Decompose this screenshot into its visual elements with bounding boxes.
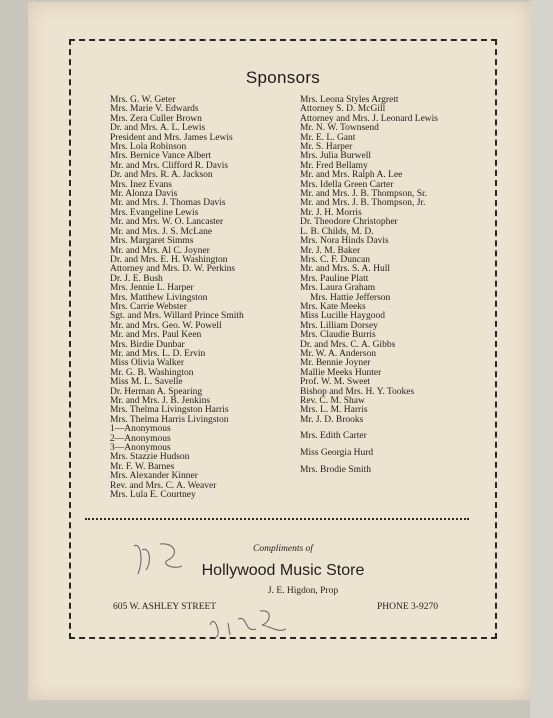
sponsor-name: Mrs. Birdie Dunbar	[110, 339, 185, 350]
sponsor-name: Mrs. L. M. Harris	[300, 405, 368, 416]
sponsor-name: Dr. and Mrs. R. A. Jackson	[110, 170, 213, 181]
sponsor-name: Mr. Bennie Joyner	[300, 358, 371, 369]
sponsor-name: Mr. and Mrs. J. B. Thompson, Sr.	[300, 189, 428, 200]
sponsor-name: Mrs. Alexander Kinner	[110, 471, 198, 482]
page-edge	[530, 0, 553, 718]
sponsor-name: Mrs. Kate Meeks	[300, 301, 366, 312]
sponsor-name: Dr. Herman A. Spearing	[110, 386, 203, 397]
store-phone: PHONE 3-9270	[377, 602, 438, 612]
compliments-label: Compliments of	[253, 544, 313, 554]
sponsor-name: Mrs. Julia Burwell	[300, 151, 371, 162]
sponsor-name: Mrs. Inez Evans	[110, 179, 172, 190]
sponsors-heading: Sponsors	[245, 68, 321, 87]
sponsor-name: 1—Anonymous	[110, 424, 171, 435]
sponsors-column-right	[300, 96, 438, 476]
sponsor-name: Mrs. Thelma Harris Livingston	[110, 414, 229, 425]
sponsor-name: Sgt. and Mrs. Willard Prince Smith	[110, 311, 244, 322]
sponsor-name: Mr. and Mrs. J. S. McLane	[110, 226, 213, 237]
store-address: 605 W. ASHLEY STREET	[113, 602, 217, 612]
sponsor-name: Mrs. Claudie Burris	[300, 330, 376, 341]
dotted-divider	[85, 518, 469, 520]
sponsor-name: Miss M. L. Savelle	[110, 377, 183, 388]
sponsor-name: Mrs. Bernice Vance Albert	[110, 151, 212, 162]
sponsor-name: Mr. and Mrs. S. A. Hull	[300, 264, 390, 275]
sponsor-name: Mr. Alonza Davis	[110, 189, 178, 200]
sponsor-name: President and Mrs. James Lewis	[110, 132, 233, 143]
sponsor-name: Mrs. Hattie Jefferson	[310, 292, 391, 303]
sponsor-name: Miss Olivia Walker	[110, 358, 184, 369]
sponsor-name: Mrs. Nora Hinds Davis	[300, 236, 389, 247]
sponsor-name: Mr. and Mrs. W. O. Lancaster	[110, 217, 224, 228]
sponsor-name: Mrs. Brodie Smith	[300, 465, 371, 476]
sponsor-name: Mr. and Mrs. J. B. Jenkins	[110, 396, 211, 406]
sponsor-name: Mrs. Stazzie Hudson	[110, 452, 190, 463]
sponsor-name: 2—Anonymous	[110, 433, 171, 444]
sponsor-name: Miss Lucille Haygood	[300, 311, 385, 322]
sponsor-name: Mrs. Jennie L. Harper	[110, 283, 194, 294]
sponsor-name: Bishop and Mrs. H. Y. Tookes	[300, 386, 415, 397]
sponsor-name: Mrs. Thelma Livingston Harris	[110, 405, 229, 416]
sponsors-column-left	[110, 96, 244, 500]
sponsor-name: Dr. and Mrs. E. H. Washington	[110, 254, 228, 265]
sponsor-name: Mrs. Margaret Simms	[110, 236, 194, 247]
sponsor-name: Mrs. Lula E. Courtney	[110, 490, 196, 501]
sponsor-name: Mrs. Pauline Platt	[300, 273, 369, 284]
sponsor-name: Mr. J. M. Baker	[300, 245, 361, 256]
sponsor-name: Mr. and Mrs. Paul Keen	[110, 330, 202, 341]
sponsor-name: Mrs. Evangeline Lewis	[110, 207, 199, 218]
sponsor-name: Mr. Fred Bellamy	[300, 160, 368, 171]
sponsor-name: Mrs. Lilliam Dorsey	[300, 320, 378, 331]
sponsor-name: Mrs. Idella Green Carter	[300, 179, 394, 190]
sponsor-name: Mrs. Zera Culler Brown	[110, 113, 202, 124]
sponsor-name: Mr. W. A. Anderson	[300, 348, 377, 359]
sponsor-name: Attorney and Mrs. D. W. Perkins	[110, 264, 236, 275]
sponsor-name: Mrs. Carrie Webster	[110, 301, 187, 312]
sponsor-name: Miss Georgia Hurd	[300, 448, 374, 459]
sponsor-name: Mrs. Lola Robinson	[110, 142, 187, 153]
sponsor-name: Mr. S. Harper	[300, 142, 353, 153]
sponsor-name: Mrs. Marie V. Edwards	[110, 104, 199, 115]
sponsor-name: Mr. and Mrs. Geo. W. Powell	[110, 320, 222, 331]
sponsor-name: Mrs. C. F. Duncan	[300, 254, 370, 265]
sponsor-name: Rev. C. M. Shaw	[300, 396, 365, 406]
sponsor-name: Mr. and Mrs. L. D. Ervin	[110, 348, 206, 359]
sponsor-name: Mr. and Mrs. Clifford R. Davis	[110, 160, 229, 171]
proprietor-line: J. E. Higdon, Prop	[267, 586, 339, 596]
sponsor-name: Dr. Theodore Christopher	[300, 217, 398, 228]
sponsor-name: L. B. Childs, M. D.	[300, 226, 374, 237]
sponsor-name: Mrs. Leona Styles Argrett	[300, 95, 399, 105]
sponsor-name: Dr. J. E. Bush	[110, 273, 163, 284]
sponsor-name: Mr. N. W. Townsend	[300, 123, 379, 134]
sponsor-name: Mr. F. W. Barnes	[110, 461, 175, 472]
sponsor-name: Mr. and Mrs. Ralph A. Lee	[300, 170, 403, 181]
sponsor-name: Mallie Meeks Hunter	[300, 367, 382, 378]
sponsor-name: Mr. and Mrs. J. B. Thompson, Jr.	[300, 198, 426, 209]
sponsor-name: Mr. J. H. Morris	[300, 207, 362, 218]
store-name: Hollywood Music Store	[201, 562, 365, 579]
sponsor-name: Mr. J. D. Brooks	[300, 414, 364, 425]
sponsor-name: Mrs. Matthew Livingston	[110, 292, 208, 303]
sponsor-name: Dr. and Mrs. A. L. Lewis	[110, 123, 206, 134]
pencil-scribble-mark	[130, 540, 210, 580]
sponsor-name: Mrs. G. W. Geter	[110, 95, 176, 105]
pencil-scribble-mark	[200, 605, 290, 640]
sponsor-name: Rev. and Mrs. C. A. Weaver	[110, 480, 217, 491]
sponsor-name: Mrs. Edith Carter	[300, 431, 367, 442]
sponsor-name: Mrs. Laura Graham	[300, 283, 376, 294]
sponsor-name: 3—Anonymous	[110, 443, 171, 454]
sponsor-name: Mr. and Mrs. Al C. Joyner	[110, 245, 210, 256]
sponsor-name: Attorney S. D. McGill	[300, 104, 386, 115]
sponsor-name: Mr. E. L. Gant	[300, 132, 356, 143]
sponsor-name: Mr. G. B. Washington	[110, 367, 194, 378]
sponsor-name: Attorney and Mrs. J. Leonard Lewis	[300, 113, 438, 124]
sponsor-name: Dr. and Mrs. C. A. Gibbs	[300, 339, 396, 350]
sponsor-name: Mr. and Mrs. J. Thomas Davis	[110, 198, 226, 209]
sponsor-name: Prof. W. M. Sweet	[300, 377, 371, 388]
